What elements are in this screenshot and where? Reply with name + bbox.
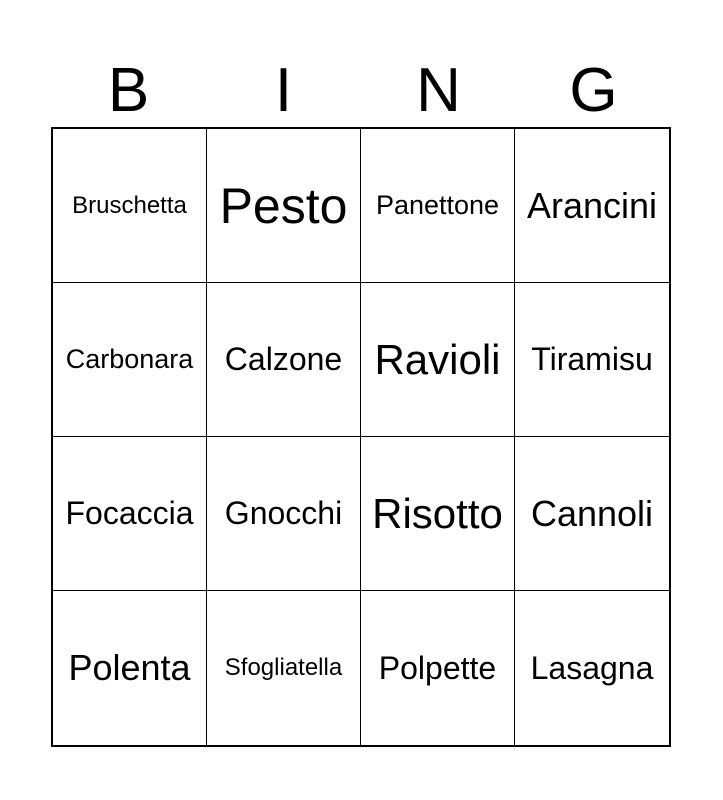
bingo-cell[interactable]: Sfogliatella [207,591,361,745]
bingo-cell[interactable]: Panettone [361,129,515,283]
bingo-cell[interactable]: Focaccia [53,437,207,591]
bingo-cell[interactable]: Ravioli [361,283,515,437]
header-letter-b: B [107,56,150,125]
bingo-board [51,127,671,747]
bingo-cell[interactable]: Pesto [207,129,361,283]
bingo-cell[interactable]: Cannoli [515,437,669,591]
bingo-cell[interactable]: Tiramisu [515,283,669,437]
bingo-cell[interactable]: Risotto [361,437,515,591]
bingo-header [51,56,671,126]
bingo-cell[interactable]: Polenta [53,591,207,745]
bingo-cell[interactable]: Bruschetta [53,129,207,283]
header-letter-i: I [274,56,293,125]
bingo-cell[interactable]: Lasagna [530,649,654,686]
bingo-cell[interactable]: Gnocchi [207,437,361,591]
header-letter-n: N [416,56,461,125]
bingo-cell[interactable]: Carbonara [53,283,207,437]
bingo-cell[interactable]: Polpette [361,591,515,745]
bingo-cell[interactable]: Arancini [515,129,669,283]
header-letter-g: G [569,56,618,125]
bingo-cell[interactable]: Calzone [207,283,361,437]
